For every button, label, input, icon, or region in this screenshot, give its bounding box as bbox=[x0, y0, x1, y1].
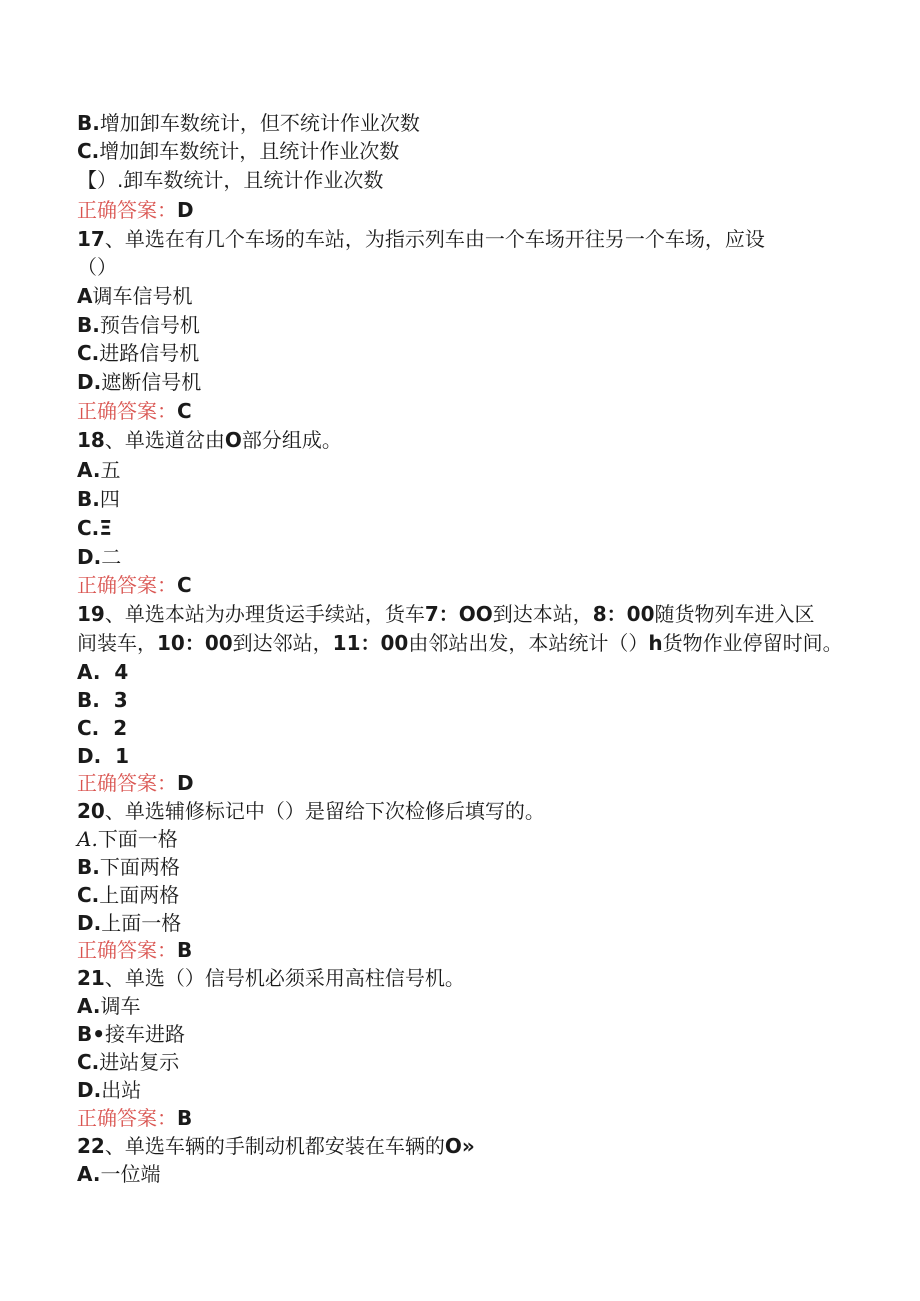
option-prefix: D. bbox=[77, 1078, 102, 1102]
option-prefix: A. bbox=[77, 660, 101, 684]
question-text: 间装车， bbox=[77, 631, 157, 655]
question-text: 随货物列车进入区 bbox=[654, 602, 815, 626]
question-text: 10：00 bbox=[157, 631, 233, 655]
question-number: 22 bbox=[77, 1134, 105, 1158]
option-text: 增加卸车数统计，但不统计作业次数 bbox=[99, 111, 420, 135]
option-prefix: C. bbox=[77, 716, 100, 740]
option-b-q17 bbox=[77, 311, 200, 339]
answer-label: 正确答案： bbox=[77, 198, 177, 222]
option-a-q18 bbox=[77, 456, 120, 484]
option-c-q20 bbox=[77, 881, 179, 909]
answer-label: 正确答案： bbox=[77, 771, 177, 795]
option-text: 下面两格 bbox=[99, 855, 180, 879]
answer-q21 bbox=[77, 1104, 192, 1132]
option-prefix: D. bbox=[77, 370, 102, 394]
question-text: O» bbox=[444, 1134, 475, 1158]
option-a-q21 bbox=[77, 992, 140, 1020]
question-number: 17 bbox=[77, 227, 105, 251]
option-prefix: B• bbox=[77, 1022, 106, 1046]
question-text: 到达本站， bbox=[492, 602, 593, 626]
option-text: 进站复示 bbox=[99, 1050, 180, 1074]
question-text: 8：00 bbox=[592, 602, 655, 626]
option-text: 预告信号机 bbox=[99, 313, 200, 337]
question-19-stem-cont bbox=[77, 629, 843, 657]
option-text: 1 bbox=[115, 744, 130, 768]
option-text: 上面一格 bbox=[101, 911, 182, 935]
answer-value: B bbox=[177, 1106, 193, 1130]
answer-q17 bbox=[77, 397, 192, 425]
option-text: 五 bbox=[100, 458, 121, 482]
option-b-q20 bbox=[77, 853, 180, 881]
option-prefix: A bbox=[77, 284, 93, 308]
option-prefix: C. bbox=[77, 883, 100, 907]
question-text: 、单选在有几个车场的车站，为指示列车由一个车场开往另一个车场，应设 bbox=[104, 227, 765, 251]
option-text: 二 bbox=[101, 545, 122, 569]
option-prefix: B. bbox=[77, 487, 100, 511]
option-d-q21 bbox=[77, 1076, 141, 1104]
option-prefix: B. bbox=[77, 855, 100, 879]
question-19-stem bbox=[77, 600, 815, 628]
option-text: 4 bbox=[114, 660, 129, 684]
option-a-q17 bbox=[77, 282, 192, 310]
question-number: 19 bbox=[77, 602, 105, 626]
question-22-stem bbox=[77, 1132, 475, 1160]
option-text: 上面两格 bbox=[99, 883, 180, 907]
option-text: 出站 bbox=[101, 1078, 142, 1102]
answer-value: C bbox=[177, 399, 192, 423]
question-text: 11：00 bbox=[332, 631, 409, 655]
question-text: 、单选车辆的手制动机都安装在车辆的 bbox=[104, 1134, 445, 1158]
answer-value: D bbox=[177, 771, 194, 795]
option-d-q20 bbox=[77, 909, 181, 937]
option-c-q18 bbox=[77, 514, 112, 542]
option-text: 卸车数统计，且统计作业次数 bbox=[123, 168, 384, 192]
option-text: 一位端 bbox=[100, 1162, 161, 1186]
option-b-q18 bbox=[77, 485, 120, 513]
answer-label: 正确答案： bbox=[77, 938, 177, 962]
option-prefix: C. bbox=[77, 139, 100, 163]
question-text: 由邻站出发，本站统计（） bbox=[408, 631, 649, 655]
option-c-q21 bbox=[77, 1048, 179, 1076]
option-prefix: C. bbox=[77, 1050, 100, 1074]
option-text: 遮断信号机 bbox=[101, 370, 202, 394]
option-d-q16 bbox=[77, 166, 383, 194]
option-prefix: 【）. bbox=[77, 168, 124, 192]
option-text: 增加卸车数统计，且统计作业次数 bbox=[99, 139, 400, 163]
question-text: （） bbox=[77, 255, 117, 279]
option-text: 进路信号机 bbox=[99, 341, 200, 365]
answer-q18 bbox=[77, 571, 192, 599]
answer-value: B bbox=[177, 938, 193, 962]
answer-q20 bbox=[77, 936, 192, 964]
option-prefix: D. bbox=[77, 911, 102, 935]
option-prefix: A. bbox=[77, 458, 101, 482]
question-text: 7：OO bbox=[424, 602, 493, 626]
option-b-q16 bbox=[77, 109, 420, 137]
question-21-stem bbox=[77, 964, 465, 992]
answer-q16 bbox=[77, 196, 194, 224]
option-prefix: C. bbox=[77, 516, 100, 540]
answer-label: 正确答案： bbox=[77, 399, 177, 423]
option-b-q21 bbox=[77, 1020, 185, 1048]
question-text: O bbox=[224, 428, 242, 452]
option-text: 下面一格 bbox=[97, 827, 178, 851]
question-text: 、单选辅修标记中（）是留给下次检修后填写的。 bbox=[104, 799, 545, 823]
option-prefix: B. bbox=[77, 313, 100, 337]
option-c-q17 bbox=[77, 339, 199, 367]
question-text: 部分组成。 bbox=[241, 428, 342, 452]
question-17-stem-cont bbox=[77, 253, 117, 281]
option-b-q19 bbox=[77, 686, 128, 714]
option-d-q19 bbox=[77, 742, 129, 770]
question-number: 21 bbox=[77, 966, 105, 990]
option-prefix: A. bbox=[77, 1162, 101, 1186]
option-prefix: A. bbox=[77, 827, 98, 851]
option-d-q18 bbox=[77, 543, 121, 571]
question-20-stem bbox=[77, 797, 545, 825]
option-a-q22 bbox=[77, 1160, 160, 1188]
option-prefix: D. bbox=[77, 744, 102, 768]
question-text: 到达邻站， bbox=[232, 631, 333, 655]
answer-label: 正确答案： bbox=[77, 1106, 177, 1130]
option-text: 四 bbox=[99, 487, 120, 511]
option-text: 2 bbox=[113, 716, 128, 740]
question-17-stem bbox=[77, 225, 765, 253]
option-text: Ξ bbox=[99, 516, 112, 540]
option-c-q16 bbox=[77, 137, 399, 165]
option-a-q20 bbox=[77, 825, 178, 853]
question-number: 20 bbox=[77, 799, 105, 823]
question-text: 货物作业停留时间。 bbox=[662, 631, 843, 655]
option-a-q19 bbox=[77, 658, 128, 686]
option-c-q19 bbox=[77, 714, 127, 742]
option-prefix: B. bbox=[77, 688, 100, 712]
question-18-stem bbox=[77, 426, 342, 454]
option-prefix: C. bbox=[77, 341, 100, 365]
option-prefix: B. bbox=[77, 111, 100, 135]
option-prefix: A. bbox=[77, 994, 101, 1018]
option-prefix: D. bbox=[77, 545, 102, 569]
answer-q19 bbox=[77, 769, 194, 797]
option-text: 接车进路 bbox=[105, 1022, 186, 1046]
answer-label: 正确答案： bbox=[77, 573, 177, 597]
question-text: 、单选（）信号机必须采用高柱信号机。 bbox=[104, 966, 465, 990]
question-number: 18 bbox=[77, 428, 105, 452]
question-text: 、单选道岔由 bbox=[104, 428, 225, 452]
option-text: 3 bbox=[113, 688, 128, 712]
option-text: 调车 bbox=[100, 994, 141, 1018]
option-d-q17 bbox=[77, 368, 201, 396]
answer-value: C bbox=[177, 573, 192, 597]
question-text: h bbox=[648, 631, 663, 655]
option-text: 调车信号机 bbox=[92, 284, 193, 308]
question-text: 、单选本站为办理货运手续站，货车 bbox=[104, 602, 425, 626]
answer-value: D bbox=[177, 198, 194, 222]
